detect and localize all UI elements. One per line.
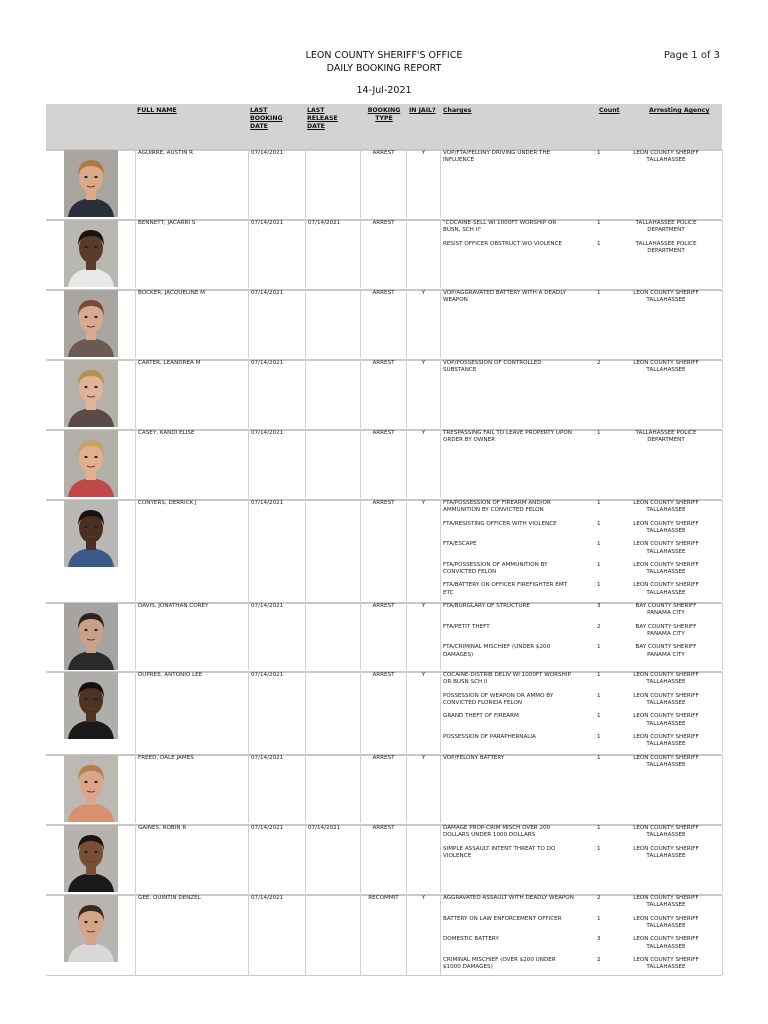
column-divider [406, 290, 407, 358]
report-date: 14-Jul-2021 [356, 85, 412, 96]
charge-count: 1 [597, 692, 601, 699]
mugshot-photo [64, 220, 118, 287]
arresting-agency: TALLAHASSEE POLICE DEPARTMENT [635, 240, 697, 254]
in-jail-flag: Y [421, 290, 426, 296]
booking-date: 07/14/2021 [251, 150, 284, 156]
column-divider [406, 150, 407, 218]
charge-description: FTA/PETIT THEFT [443, 623, 490, 630]
charge-count: 2 [597, 623, 601, 630]
table-row [46, 895, 722, 975]
column-divider [722, 430, 723, 498]
arresting-agency: BAY COUNTY SHERIFF PANAMA CITY [635, 644, 697, 658]
charge-description: BATTERY ON LAW ENFORCEMENT OFFICER [443, 915, 562, 922]
charge-description: VOP/FTA/FELONY DRIVING UNDER THE INFLUENCE [443, 150, 551, 164]
booking-type: ARREST [372, 755, 395, 761]
charge-count: 1 [597, 150, 601, 156]
column-divider [248, 825, 249, 893]
column-divider [722, 290, 723, 358]
column-divider [440, 290, 441, 358]
inmate-name: DUPREE, ANTONIO LEE [138, 672, 203, 678]
arresting-agency: LEON COUNTY SHERIFF TALLAHASSEE [633, 360, 699, 374]
page-number: Page 1 of 3 [663, 50, 720, 61]
arresting-agency: LEON COUNTY SHERIFF TALLAHASSEE [633, 692, 699, 706]
charge-description: COCAINE-DISTRIB DELIV WI 1000FT WORSHIP OR BUSN SCH II [443, 672, 571, 686]
column-divider [135, 220, 136, 288]
charge-count: 1 [597, 713, 601, 720]
column-divider [722, 500, 723, 601]
in-jail-flag: Y [421, 755, 426, 761]
inmate-name: CONYERS, DERRICK J [138, 500, 197, 506]
column-divider [248, 430, 249, 498]
column-divider [440, 430, 441, 498]
arresting-agency: LEON COUNTY SHERIFF TALLAHASSEE [633, 672, 699, 686]
column-divider [440, 220, 441, 288]
column-divider [135, 500, 136, 601]
column-divider [722, 360, 723, 428]
column-divider [360, 825, 361, 893]
column-divider [360, 360, 361, 428]
arresting-agency: LEON COUNTY SHERIFF TALLAHASSEE [633, 561, 699, 576]
col-in-jail: IN JAIL? [409, 107, 436, 114]
column-divider [248, 360, 249, 428]
charge-count: 1 [597, 430, 601, 436]
charge-description: DOMESTIC BATTERY [443, 936, 499, 943]
charge-count: 2 [597, 956, 601, 963]
booking-type: RECOMMIT [368, 895, 399, 901]
column-divider [248, 220, 249, 288]
column-divider [248, 755, 249, 823]
column-divider [440, 603, 441, 670]
inmate-name: CARTER, LEANDREA M [138, 360, 201, 366]
arresting-agency: LEON COUNTY SHERIFF TALLAHASSEE [633, 895, 699, 909]
charge-description: VOP/POSSESSION OF CONTROLLED SUBSTANCE [443, 360, 542, 374]
column-divider [305, 825, 306, 893]
column-divider [440, 672, 441, 753]
mugshot-photo [64, 895, 118, 962]
table-row [46, 672, 722, 753]
table-row [46, 603, 722, 670]
column-divider [248, 603, 249, 670]
column-divider [135, 290, 136, 358]
col-charges: Charges [443, 107, 472, 114]
arresting-agency: LEON COUNTY SHERIFF TALLAHASSEE [633, 500, 699, 514]
charge-description: RESIST OFFICER OBSTRUCT WO VIOLENCE [443, 240, 563, 247]
charge-description: DAMAGE PROP-CRIM MISCH OVER 200 DOLLARS UNDER 1000 DOLLARS [443, 825, 551, 839]
column-divider [360, 672, 361, 753]
inmate-name: BENNETT, JACARRI S [138, 220, 196, 226]
charge-description: FTA/POSSESSION OF AMMUNITION BY CONVICTED FELON [443, 561, 548, 576]
charge-count: 1 [597, 541, 601, 548]
mugshot-photo [64, 825, 118, 892]
booking-date: 07/14/2021 [251, 290, 284, 296]
column-divider [248, 895, 249, 975]
arresting-agency: LEON COUNTY SHERIFF TALLAHASSEE [633, 582, 699, 596]
arresting-agency: LEON COUNTY SHERIFF TALLAHASSEE [633, 956, 699, 971]
column-divider [305, 603, 306, 670]
column-divider [360, 500, 361, 601]
column-divider [135, 360, 136, 428]
col-full-name: FULL NAME [137, 107, 177, 114]
charge-description: FTA/POSSESSION OF FIREARM AND/OR AMMUNITION BY CONVICTED FELON [443, 500, 551, 514]
column-divider [135, 430, 136, 498]
arresting-agency: LEON COUNTY SHERIFF TALLAHASSEE [633, 755, 699, 769]
in-jail-flag: Y [421, 500, 426, 506]
column-divider [440, 360, 441, 428]
booking-type: ARREST [372, 290, 395, 296]
inmate-name: GEE, QUINTIN DENZEL [138, 895, 201, 901]
in-jail-flag: Y [421, 430, 426, 436]
column-divider [248, 290, 249, 358]
column-divider [406, 895, 407, 975]
column-divider [406, 672, 407, 753]
column-divider [305, 220, 306, 288]
mugshot-photo [64, 430, 118, 497]
booking-type: ARREST [372, 500, 395, 506]
mugshot-photo [64, 290, 118, 357]
in-jail-flag: Y [421, 150, 426, 156]
table-row [46, 825, 722, 893]
column-divider [360, 755, 361, 823]
col-agency: Arresting Agency [649, 107, 710, 114]
column-divider [406, 825, 407, 893]
column-divider [305, 672, 306, 753]
charge-count: 1 [597, 644, 601, 651]
charge-count: 1 [597, 733, 601, 740]
inmate-name: BOCKER, JACQUELINE M [138, 290, 205, 296]
booking-date: 07/14/2021 [251, 220, 284, 226]
column-divider [248, 500, 249, 601]
in-jail-flag: Y [421, 360, 426, 366]
booking-date: 07/14/2021 [251, 360, 284, 366]
in-jail-flag: Y [421, 603, 426, 609]
charge-count: 1 [597, 845, 601, 852]
mugshot-photo [64, 150, 118, 217]
booking-date: 07/14/2021 [251, 825, 284, 831]
charge-count: 1 [597, 240, 601, 247]
arresting-agency: BAY COUNTY SHERIFF PANAMA CITY [635, 623, 697, 637]
charge-description: VOP/AGGRAVATED BATTERY WITH A DEADLY WEAPON [443, 290, 566, 304]
column-divider [305, 150, 306, 218]
charge-description: POSSESSION OF PARAPHERNALIA [443, 733, 536, 740]
arresting-agency: LEON COUNTY SHERIFF TALLAHASSEE [633, 845, 699, 859]
release-date: 07/14/2021 [308, 220, 341, 226]
release-date: 07/14/2021 [308, 825, 341, 831]
column-divider [248, 150, 249, 218]
column-header-bar [46, 104, 722, 150]
booking-date: 07/14/2021 [251, 755, 284, 761]
charge-count: 1 [597, 561, 601, 568]
charge-count: 1 [597, 582, 601, 589]
column-divider [135, 755, 136, 823]
column-divider [406, 430, 407, 498]
charge-description: VOP/FELONY BATTERY [443, 755, 505, 761]
inmate-name: DAVIS, JONATHAN COREY [138, 603, 209, 609]
in-jail-flag: Y [421, 895, 426, 901]
column-divider [135, 895, 136, 975]
booking-date: 07/14/2021 [251, 672, 284, 678]
column-divider [360, 220, 361, 288]
column-divider [722, 150, 723, 218]
mugshot-photo [64, 360, 118, 427]
inmate-name: AGUIRRE, AUSTIN R [138, 150, 194, 156]
charge-description: SIMPLE ASSAULT INTENT THREAT TO DO VIOLENCE [443, 845, 556, 859]
table-row [46, 500, 722, 601]
charge-description: AGGRAVATED ASSAULT WITH DEADLY WEAPON [443, 895, 574, 901]
table-row [46, 150, 722, 218]
column-divider [722, 603, 723, 670]
booking-type: ARREST [372, 220, 395, 226]
mugshot-photo [64, 755, 118, 822]
column-divider [305, 290, 306, 358]
column-divider [406, 360, 407, 428]
charge-count: 2 [597, 360, 601, 366]
arresting-agency: LEON COUNTY SHERIFF TALLAHASSEE [633, 915, 699, 929]
booking-type: ARREST [372, 360, 395, 366]
table-row [46, 290, 722, 358]
column-divider [305, 755, 306, 823]
column-divider [440, 150, 441, 218]
column-divider [305, 500, 306, 601]
charge-count: 1 [597, 220, 601, 226]
booking-type: ARREST [372, 150, 395, 156]
charge-description: CRIMINAL MISCHIEF (OVER $200 UNDER $1000 DAMAGES) [443, 956, 556, 971]
arresting-agency: LEON COUNTY SHERIFF TALLAHASSEE [633, 520, 699, 534]
charge-description: "COCAINE-SELL WI 1000FT WORSHIP OR BUSN, SCH II" [443, 220, 557, 234]
column-divider [406, 603, 407, 670]
booking-type: ARREST [372, 430, 395, 436]
mugshot-photo [64, 603, 118, 670]
charge-description: FTA/BATTERY ON OFFICER FIREFIGHTER EMT ETC [443, 582, 568, 596]
table-bottom-border [46, 975, 722, 976]
booking-date: 07/14/2021 [251, 430, 284, 436]
column-divider [135, 672, 136, 753]
booking-type: ARREST [372, 603, 395, 609]
charge-count: 1 [597, 825, 601, 831]
table-row [46, 755, 722, 823]
charge-description: FTA/ESCAPE [443, 541, 477, 548]
charge-count: 2 [597, 895, 601, 901]
booking-date: 07/14/2021 [251, 500, 284, 506]
table-row [46, 430, 722, 498]
charge-description: POSSESSION OF WEAPON OR AMMO BY CONVICTED FLORIDA FELON [443, 692, 554, 706]
inmate-name: CASEY, KANDI ELISE [138, 430, 195, 436]
column-divider [305, 895, 306, 975]
mugshot-photo [64, 672, 118, 739]
charge-count: 3 [597, 936, 601, 943]
booking-date: 07/14/2021 [251, 603, 284, 609]
column-divider [360, 150, 361, 218]
column-divider [305, 430, 306, 498]
arresting-agency: LEON COUNTY SHERIFF TALLAHASSEE [633, 825, 699, 839]
column-divider [360, 895, 361, 975]
arresting-agency: LEON COUNTY SHERIFF TALLAHASSEE [633, 733, 699, 748]
column-divider [135, 603, 136, 670]
inmate-name: FREED, DALE JAMES [138, 755, 194, 761]
booking-date: 07/14/2021 [251, 895, 284, 901]
arresting-agency: LEON COUNTY SHERIFF TALLAHASSEE [633, 541, 699, 555]
column-divider [360, 430, 361, 498]
column-divider [440, 825, 441, 893]
charge-description: FTA/CRIMINAL MISCHIEF (UNDER $200 DAMAGES) [443, 644, 551, 658]
charge-count: 1 [597, 915, 601, 922]
arresting-agency: TALLAHASSEE POLICE DEPARTMENT [635, 430, 697, 444]
column-divider [406, 755, 407, 823]
column-divider [722, 755, 723, 823]
column-divider [722, 672, 723, 753]
charge-count: 3 [597, 603, 601, 609]
charge-description: FTA/BURGLARY OF STRUCTURE [443, 603, 530, 609]
arresting-agency: LEON COUNTY SHERIFF TALLAHASSEE [633, 713, 699, 727]
arresting-agency: LEON COUNTY SHERIFF TALLAHASSEE [633, 936, 699, 950]
column-divider [135, 825, 136, 893]
charge-count: 1 [597, 500, 601, 506]
table-row [46, 220, 722, 288]
column-divider [305, 360, 306, 428]
charge-description: FTA/RESISTING OFFICER WITH VIOLENCE [443, 520, 557, 527]
report-title: DAILY BOOKING REPORT [326, 63, 442, 74]
column-divider [360, 290, 361, 358]
charge-count: 1 [597, 672, 601, 678]
inmate-name: GAINES, ROBIN R [138, 825, 187, 831]
column-divider [440, 755, 441, 823]
col-release-date: LAST RELEASE DATE [307, 107, 338, 130]
arresting-agency: TALLAHASSEE POLICE DEPARTMENT [635, 220, 697, 234]
column-divider [406, 220, 407, 288]
in-jail-flag: Y [421, 672, 426, 678]
column-divider [248, 672, 249, 753]
col-booking-date: LAST BOOKING DATE [250, 107, 283, 130]
charge-count: 1 [597, 290, 601, 296]
column-divider [360, 603, 361, 670]
mugshot-photo [64, 500, 118, 567]
col-count: Count [599, 107, 620, 114]
charge-description: GRAND THEFT OF FIREARM [443, 713, 519, 720]
column-divider [406, 500, 407, 601]
column-divider [440, 895, 441, 975]
charge-description: TRESPASSING FAIL TO LEAVE PROPERTY UPON ORDER BY OWNER [443, 430, 572, 444]
charge-count: 1 [597, 520, 601, 527]
col-booking-type: BOOKING TYPE [367, 107, 401, 122]
charge-count: 1 [597, 755, 601, 761]
arresting-agency: LEON COUNTY SHERIFF TALLAHASSEE [633, 150, 699, 164]
office-title: LEON COUNTY SHERIFF'S OFFICE [305, 50, 463, 61]
booking-type: ARREST [372, 672, 395, 678]
arresting-agency: LEON COUNTY SHERIFF TALLAHASSEE [633, 290, 699, 304]
column-divider [135, 150, 136, 218]
column-divider [722, 220, 723, 288]
column-divider [440, 500, 441, 601]
column-divider [722, 825, 723, 893]
column-divider [722, 895, 723, 975]
arresting-agency: BAY COUNTY SHERIFF PANAMA CITY [635, 603, 697, 617]
table-row [46, 360, 722, 428]
booking-type: ARREST [372, 825, 395, 831]
